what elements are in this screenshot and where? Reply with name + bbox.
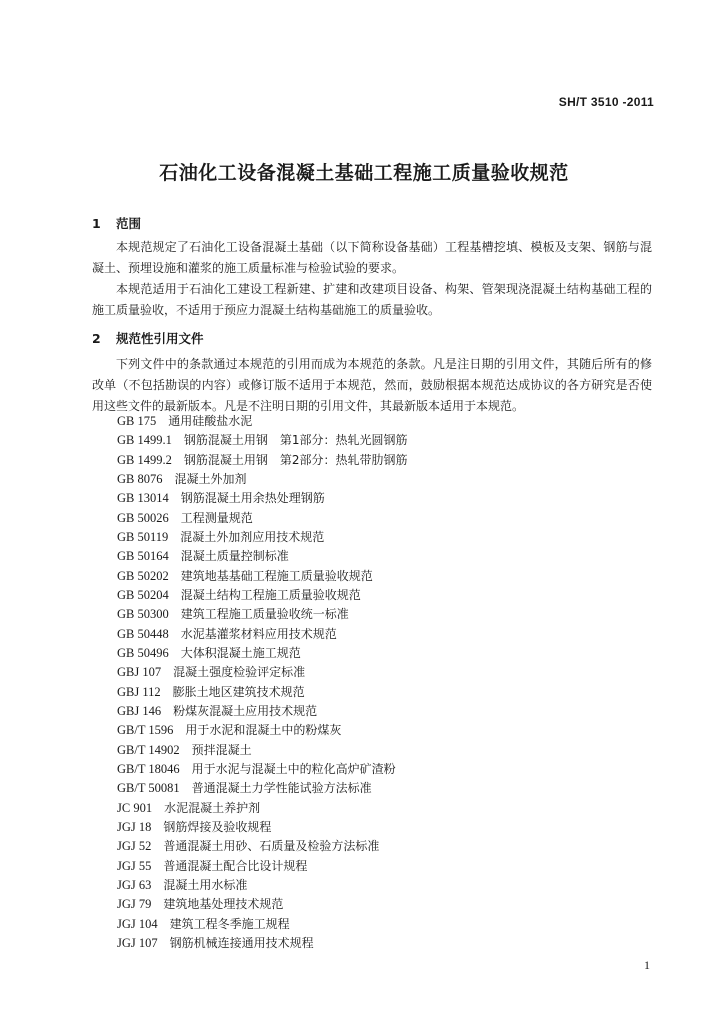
reference-code: GB/T 1596 xyxy=(117,723,174,738)
reference-code: JGJ 79 xyxy=(117,897,152,912)
section-title: 范围 xyxy=(116,216,142,231)
reference-title: 钢筋混凝土用钢 第1部分：热轧光圆钢筋 xyxy=(183,433,408,448)
section-title: 规范性引用文件 xyxy=(116,331,204,346)
reference-title: 建筑地基基础工程施工质量验收规范 xyxy=(180,568,373,583)
section-heading xyxy=(92,214,141,232)
paragraph: 下列文件中的条款通过本规范的引用而成为本规范的条款。凡是注日期的引用文件，其随后所有的修改单（不包括勘误的内容）或修订版不适用于本规范，然而，鼓励根据本规范达成协议的各方研究是否使用这些文件的最新版本。凡是不注明日期的引用文件，其最新版本适用于本规范。 xyxy=(92,357,652,413)
reference-item xyxy=(117,915,408,934)
reference-item xyxy=(117,547,408,566)
reference-title: 预拌混凝土 xyxy=(191,742,252,757)
reference-title: 用于水泥和混凝土中的粉煤灰 xyxy=(185,723,342,738)
reference-item xyxy=(117,683,408,702)
reference-item xyxy=(117,509,408,528)
reference-title: 混凝土质量控制标准 xyxy=(180,549,289,564)
reference-item xyxy=(117,625,408,644)
reference-item xyxy=(117,779,408,798)
reference-code: GB 1499.1 xyxy=(117,433,172,448)
reference-title: 水泥基灌浆材料应用技术规范 xyxy=(180,626,337,641)
reference-title: 粉煤灰混凝土应用技术规范 xyxy=(173,703,318,718)
reference-code: GBJ 107 xyxy=(117,665,162,680)
reference-item xyxy=(117,934,408,953)
reference-title: 钢筋焊接及验收规程 xyxy=(163,819,272,834)
reference-title: 混凝土外加剂 xyxy=(174,471,247,486)
reference-code: GB 8076 xyxy=(117,471,163,486)
reference-title: 普通混凝土力学性能试验方法标准 xyxy=(191,781,372,796)
reference-code: JGJ 18 xyxy=(117,819,152,834)
reference-item xyxy=(117,470,408,489)
reference-code: JC 901 xyxy=(117,800,153,815)
reference-code: GB 50164 xyxy=(117,549,169,564)
reference-item xyxy=(117,451,408,470)
reference-item xyxy=(117,663,408,682)
reference-item xyxy=(117,895,408,914)
reference-title: 膨胀土地区建筑技术规范 xyxy=(172,684,305,699)
reference-item xyxy=(117,799,408,818)
reference-item xyxy=(117,489,408,508)
reference-item xyxy=(117,837,408,856)
page-number: 1 xyxy=(644,958,650,972)
reference-list xyxy=(117,412,408,953)
reference-title: 普通混凝土配合比设计规程 xyxy=(163,858,308,873)
reference-code: JGJ 52 xyxy=(117,839,152,854)
reference-item xyxy=(117,857,408,876)
reference-title: 钢筋机械连接通用技术规程 xyxy=(169,935,314,950)
reference-code: GB 13014 xyxy=(117,491,169,506)
reference-item xyxy=(117,567,408,586)
reference-title: 大体积混凝土施工规范 xyxy=(180,645,301,660)
reference-code: GB 50300 xyxy=(117,607,169,622)
reference-item xyxy=(117,431,408,450)
section-heading xyxy=(92,329,204,347)
reference-code: GB 1499.2 xyxy=(117,452,172,467)
reference-code: GB 50496 xyxy=(117,645,169,660)
section-number: 1 xyxy=(92,216,101,231)
reference-item xyxy=(117,644,408,663)
reference-title: 混凝土外加剂应用技术规范 xyxy=(180,529,325,544)
reference-item xyxy=(117,528,408,547)
reference-title: 建筑工程冬季施工规程 xyxy=(169,916,290,931)
reference-code: JGJ 104 xyxy=(117,916,158,931)
reference-item xyxy=(117,412,408,431)
reference-title: 钢筋混凝土用余热处理钢筋 xyxy=(180,491,325,506)
reference-code: GB 50026 xyxy=(117,510,169,525)
reference-title: 混凝土强度检验评定标准 xyxy=(173,665,306,680)
section-number: 2 xyxy=(92,331,101,346)
reference-title: 通用硅酸盐水泥 xyxy=(168,414,253,428)
reference-code: GB 50448 xyxy=(117,626,169,641)
reference-title: 混凝土结构工程施工质量验收规范 xyxy=(180,587,361,602)
reference-item xyxy=(117,760,408,779)
reference-item xyxy=(117,876,408,895)
reference-title: 普通混凝土用砂、石质量及检验方法标准 xyxy=(163,839,380,854)
reference-code: JGJ 107 xyxy=(117,935,158,950)
reference-item xyxy=(117,721,408,740)
reference-code: GB/T 18046 xyxy=(117,761,180,776)
reference-item xyxy=(117,702,408,721)
reference-title: 混凝土用水标准 xyxy=(163,877,248,892)
reference-code: GB/T 14902 xyxy=(117,742,180,757)
standard-code: SH/T 3510 -2011 xyxy=(558,95,654,109)
reference-code: GBJ 112 xyxy=(117,684,161,699)
reference-title: 工程测量规范 xyxy=(180,510,253,525)
reference-title: 建筑工程施工质量验收统一标准 xyxy=(180,607,349,622)
reference-code: GB 50204 xyxy=(117,587,169,602)
reference-code: GB/T 50081 xyxy=(117,781,180,796)
reference-title: 钢筋混凝土用钢 第2部分：热轧带肋钢筋 xyxy=(183,452,408,467)
reference-code: GBJ 146 xyxy=(117,703,162,718)
page-title: 石油化工设备混凝土基础工程施工质量验收规范 xyxy=(159,162,569,184)
reference-code: JGJ 63 xyxy=(117,877,152,892)
reference-item xyxy=(117,586,408,605)
reference-item xyxy=(117,605,408,624)
reference-code: GB 175 xyxy=(117,414,157,428)
reference-title: 水泥混凝土养护剂 xyxy=(164,800,261,815)
reference-code: GB 50119 xyxy=(117,529,169,544)
reference-code: GB 50202 xyxy=(117,568,169,583)
paragraph: 本规范规定了石油化工设备混凝土基础（以下简称设备基础）工程基槽挖填、模板及支架、钢筋与混凝土、预埋设施和灌浆的施工质量标准与检验试验的要求。 xyxy=(92,240,652,275)
reference-title: 建筑地基处理技术规范 xyxy=(163,897,284,912)
reference-code: JGJ 55 xyxy=(117,858,152,873)
reference-title: 用于水泥与混凝土中的粒化高炉矿渣粉 xyxy=(191,761,396,776)
paragraph: 本规范适用于石油化工建设工程新建、扩建和改建项目设备、构架、管架现浇混凝土结构基础工程的施工质量验收，不适用于预应力混凝土结构基础施工的质量验收。 xyxy=(92,282,652,317)
reference-item xyxy=(117,818,408,837)
reference-item xyxy=(117,741,408,760)
